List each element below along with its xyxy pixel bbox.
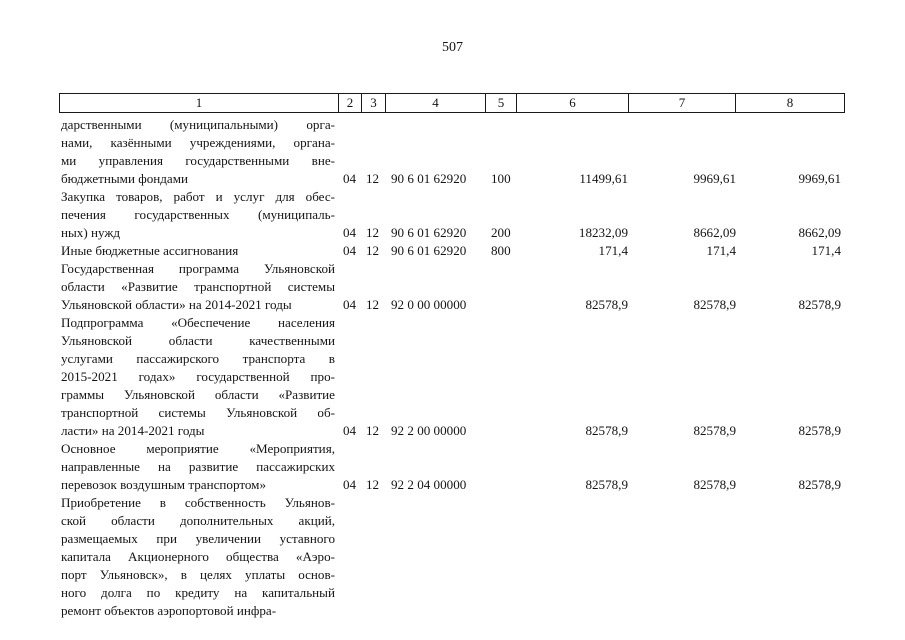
row-value-col7: 8662,09 <box>693 225 736 240</box>
row-section-code: 12 <box>366 171 380 186</box>
row-ministry-code: 04 <box>343 477 357 492</box>
row-description-line: Подпрограмма «Обеспечение населения <box>61 315 335 330</box>
table-header <box>59 93 845 113</box>
header-col-6: 6 <box>517 94 629 112</box>
row-value-col6: 171,4 <box>598 243 628 258</box>
row-value-col8: 82578,9 <box>798 423 841 438</box>
row-description-line: ремонт объектов аэропортовой инфра- <box>61 603 277 618</box>
row-description-line: ласти» на 2014-2021 годы <box>61 423 205 438</box>
row-description-line: капитала Акционерного общества «Аэро- <box>61 549 335 564</box>
page-number: 507 <box>442 40 463 55</box>
row-value-col6: 82578,9 <box>585 423 628 438</box>
row-value-col6: 82578,9 <box>585 297 628 312</box>
row-description-line: дарственными (муниципальными) орга- <box>61 117 335 132</box>
header-col-4: 4 <box>386 94 486 112</box>
row-ministry-code: 04 <box>343 423 357 438</box>
row-target-code: 90 6 01 62920 <box>391 243 467 258</box>
header-col-8: 8 <box>786 95 794 110</box>
row-description-line: граммы Ульяновской области «Развитие <box>61 387 335 402</box>
row-description-line: услугами пассажирского транспорта в <box>61 351 335 366</box>
row-value-col7: 9969,61 <box>693 171 736 186</box>
row-value-col8: 82578,9 <box>798 297 841 312</box>
row-description-line: нами, казёнными учреждениями, органа- <box>61 135 335 150</box>
row-ministry-code: 04 <box>343 297 357 312</box>
row-description-line: Приобретение в собственность Ульянов- <box>61 495 335 510</box>
header-col-2: 2 <box>339 94 362 112</box>
row-value-col6: 18232,09 <box>578 225 628 240</box>
row-target-code: 92 0 00 00000 <box>391 297 467 312</box>
row-description-line: Ульяновской области качественными <box>61 333 335 348</box>
row-description-line: 2015-2021 годах» государственной про- <box>61 369 335 384</box>
row-value-col7: 82578,9 <box>693 477 736 492</box>
row-expense-type: 800 <box>491 243 511 258</box>
row-value-col8: 9969,61 <box>798 171 841 186</box>
row-description-line: ных) нужд <box>61 225 121 240</box>
row-description-line: Государственная программа Ульяновской <box>61 261 335 276</box>
row-section-code: 12 <box>366 225 380 240</box>
row-description-line: транспортной системы Ульяновской об- <box>61 405 335 420</box>
row-description-line: Ульяновской области» на 2014-2021 годы <box>61 297 292 312</box>
header-col-5: 5 <box>486 94 517 112</box>
header-col-7: 7 <box>629 94 736 112</box>
row-value-col7: 171,4 <box>706 243 736 258</box>
row-description-line: ми управления государственными вне- <box>61 153 335 168</box>
header-col-3: 3 <box>362 94 386 112</box>
row-value-col7: 82578,9 <box>693 297 736 312</box>
row-description-line: Основное мероприятие «Мероприятия, <box>61 441 335 456</box>
row-ministry-code: 04 <box>343 243 357 258</box>
row-target-code: 90 6 01 62920 <box>391 225 467 240</box>
row-value-col7: 82578,9 <box>693 423 736 438</box>
row-target-code: 90 6 01 62920 <box>391 171 467 186</box>
header-col-1: 1 <box>60 94 339 112</box>
row-description-line: Иные бюджетные ассигнования <box>61 243 239 258</box>
row-description-line: печения государственных (муниципаль- <box>61 207 335 222</box>
row-description-line: бюджетными фондами <box>61 171 189 186</box>
row-description-line: направленные на развитие пассажирских <box>61 459 335 474</box>
row-description-line: Закупка товаров, работ и услуг для обес- <box>61 189 335 204</box>
row-target-code: 92 2 04 00000 <box>391 477 467 492</box>
row-description-line: порт Ульяновск», в целях уплаты основ- <box>61 567 335 582</box>
row-ministry-code: 04 <box>343 171 357 186</box>
row-value-col6: 11499,61 <box>579 171 628 186</box>
row-description-line: ного долга по кредиту на капитальный <box>61 585 335 600</box>
row-target-code: 92 2 00 00000 <box>391 423 467 438</box>
row-ministry-code: 04 <box>343 225 357 240</box>
row-section-code: 12 <box>366 477 380 492</box>
row-value-col8: 8662,09 <box>798 225 841 240</box>
row-expense-type: 100 <box>491 171 511 186</box>
row-description-line: ской области дополнительных акций, <box>61 513 335 528</box>
row-section-code: 12 <box>366 243 380 258</box>
row-value-col8: 171,4 <box>811 243 841 258</box>
row-section-code: 12 <box>366 423 380 438</box>
row-description-line: размещаемых при увеличении уставного <box>61 531 335 546</box>
row-expense-type: 200 <box>491 225 511 240</box>
row-description-line: перевозок воздушным транспортом» <box>61 477 266 492</box>
row-description-line: области «Развитие транспортной системы <box>61 279 335 294</box>
row-value-col8: 82578,9 <box>798 477 841 492</box>
row-section-code: 12 <box>366 297 380 312</box>
row-value-col6: 82578,9 <box>585 477 628 492</box>
